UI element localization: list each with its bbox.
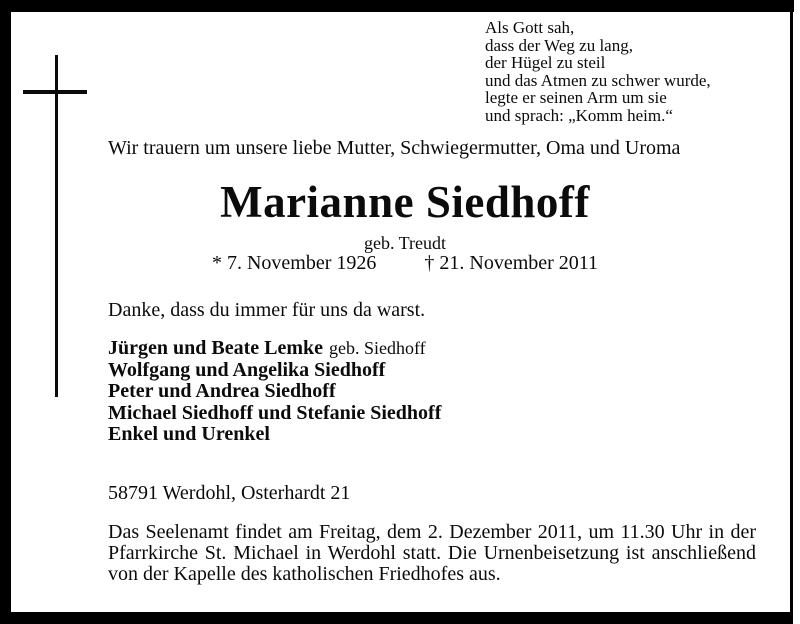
poem-line: und das Atmen zu schwer wurde, <box>485 70 711 90</box>
poem-line: der Hügel zu steil <box>485 53 606 72</box>
thanks-line: Danke, dass du immer für uns da warst. <box>108 299 426 321</box>
mourner-names: Michael Siedhoff und Stefanie Siedhoff <box>108 401 442 424</box>
poem-line: und sprach: „Komm heim.“ <box>485 105 673 125</box>
poem-line: dass der Weg zu lang, <box>485 35 633 55</box>
mourner-names: Jürgen und Beate Lemke <box>108 337 323 359</box>
memorial-poem <box>485 19 711 124</box>
deceased-name: Marianne Siedhoff <box>220 177 590 227</box>
birth-date: * 7. November 1926 <box>211 252 377 274</box>
mourner-row <box>108 381 441 403</box>
frame-border-bottom <box>0 612 793 624</box>
poem-line: Als Gott sah, <box>485 18 575 37</box>
mourner-names: Wolfgang und Angelika Siedhoff <box>108 358 386 381</box>
maiden-name: geb. Treudt <box>363 233 446 253</box>
life-dates <box>10 252 800 275</box>
mourner-names: Peter und Andrea Siedhoff <box>108 380 336 402</box>
frame-border-left <box>0 0 11 624</box>
mourner-row <box>108 338 441 360</box>
death-date: † 21. November 2011 <box>424 252 599 274</box>
service-info: Das Seelenamt findet am Freitag, dem 2. Dezember 2011, um 11.30 Uhr in der Pfarrkirche St. Michael in Werdohl statt. Die Urnenbeisetzung ist anschließend von der Kapelle des katholischen Friedhofes aus. <box>108 521 756 585</box>
cross-icon-vertical-bar <box>55 55 58 397</box>
poem-line: legte er seinen Arm um sie <box>485 88 667 107</box>
mourner-row <box>108 403 441 425</box>
frame-border-top <box>0 0 794 12</box>
cross-icon-horizontal-bar <box>23 90 87 94</box>
frame-border-right <box>790 0 793 624</box>
mourners-list <box>108 338 441 446</box>
address-line: 58791 Werdohl, Osterhardt 21 <box>108 482 351 504</box>
mourner-names: Enkel und Urenkel <box>108 423 270 445</box>
mourning-intro: Wir trauern um unsere liebe Mutter, Schwiegermutter, Oma und Uroma <box>108 137 681 159</box>
mourner-row <box>108 360 441 382</box>
mourner-row <box>108 424 441 446</box>
mourner-suffix: geb. Siedhoff <box>329 338 426 358</box>
